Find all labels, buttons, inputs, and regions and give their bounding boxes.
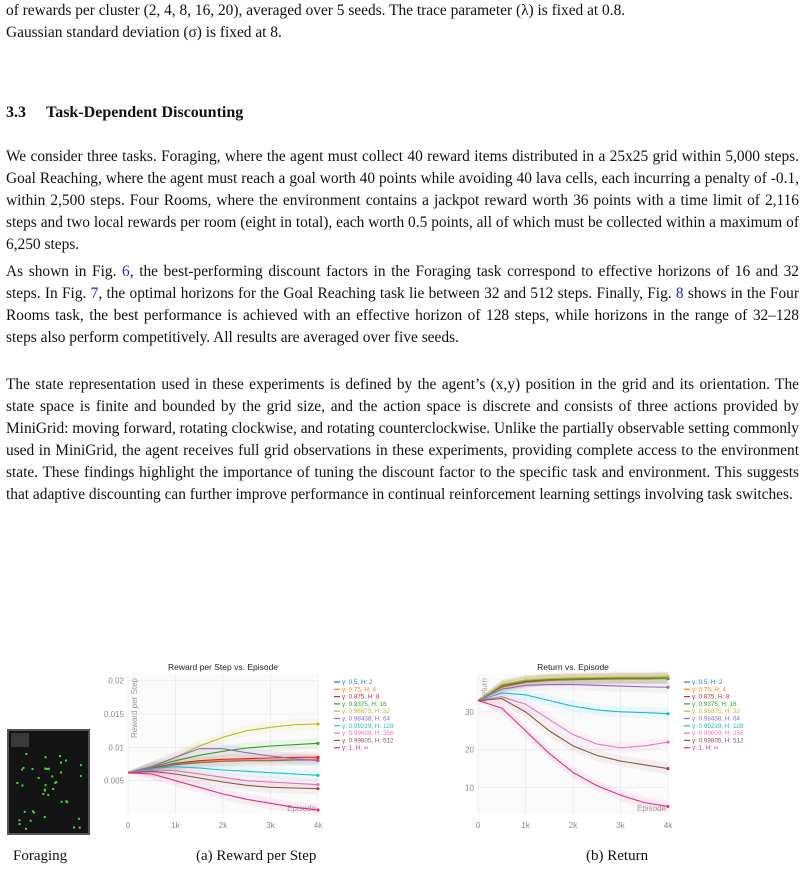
- reward-item: [55, 781, 57, 783]
- x-axis-label: Episode: [287, 804, 316, 813]
- intro-line-1: of rewards per cluster (2, 4, 8, 16, 20), averaged over 5 seeds. The trace parameter (λ) is fixed at 0.8.: [6, 2, 626, 19]
- paragraph-state: The state representation used in these experiments is defined by the agent’s (x,y) position in the grid and its orientation. The state space is finite and bounded by the grid size, and the action space is discrete and consists of three actions provided by MiniGrid: moving forward, rotating clockwise, and rotating counterclockwise. Unlike the partially observable setting commonly used in MiniGrid, the agent receives full grid observations in these experiments, providing complete access to the environment state. These findings highlight the importance of tuning the discount factor to the specific task and environment. This suggests that adaptive discounting can further improve performance in continual reinforcement learning settings involving task switches.: [6, 376, 799, 503]
- x-tick-label: 1k: [171, 821, 180, 830]
- return-chart: [448, 660, 748, 845]
- text-run: , the best-performing discount factors in the Foraging task correspond to effective horizons of 16 and 32 steps. In Fig.: [6, 263, 799, 302]
- legend-entry: γ: 0.9375, H: 16: [342, 700, 387, 708]
- reward-item: [59, 755, 61, 757]
- y-tick-label: 0.02: [108, 676, 124, 686]
- reward-per-step-chart: [98, 660, 398, 845]
- fig-ref-7[interactable]: 7: [90, 285, 99, 302]
- reward-item: [24, 811, 26, 813]
- reward-item: [44, 768, 46, 770]
- foraging-grid-image: [7, 729, 90, 835]
- reward-item: [21, 785, 23, 787]
- text-run: As shown in Fig.: [6, 263, 123, 280]
- fig-ref-6[interactable]: 6: [122, 263, 130, 280]
- x-tick-label: 4k: [663, 821, 673, 830]
- series-endpoint: [666, 741, 669, 744]
- caption-b: (b) Return: [586, 848, 649, 864]
- x-tick-label: 2k: [568, 821, 578, 830]
- legend-entry: γ: 0.99805, H: 512: [342, 737, 394, 745]
- reward-item: [32, 810, 34, 812]
- y-tick-label: 10: [465, 783, 474, 793]
- y-tick-label: 0.005: [103, 776, 124, 786]
- x-tick-label: 3k: [266, 821, 275, 830]
- reward-item: [65, 800, 67, 802]
- chart-title: Reward per Step vs. Episode: [167, 662, 279, 672]
- reward-item: [31, 768, 33, 770]
- section-title: Task-Dependent Discounting: [46, 104, 244, 121]
- series-endpoint: [316, 722, 319, 725]
- reward-item: [25, 828, 27, 830]
- x-tick-label: 0: [125, 821, 131, 830]
- reward-item: [30, 820, 32, 822]
- reward-item: [25, 753, 27, 755]
- reward-item: [45, 756, 47, 758]
- reward-item: [44, 789, 46, 791]
- chart-title: Return vs. Episode: [537, 662, 609, 672]
- legend-entry: γ: 0.875, H: 8: [342, 693, 380, 701]
- reward-item: [45, 784, 47, 786]
- reward-item: [80, 775, 82, 777]
- caption-foraging: Foraging: [13, 848, 68, 864]
- reward-item: [42, 793, 44, 795]
- legend-entry: γ: 0.99219, H: 128: [692, 722, 744, 730]
- section-heading: [6, 104, 243, 122]
- x-tick-label: 0: [475, 821, 481, 830]
- reward-item: [60, 771, 62, 773]
- legend-entry: γ: 0.96875, H: 32: [692, 708, 740, 716]
- y-tick-label: 0.01: [108, 743, 124, 753]
- y-tick-label: 20: [465, 745, 474, 755]
- legend-entry: γ: 0.98438, H: 64: [342, 715, 390, 723]
- legend-entry: γ: 0.5, H: 2: [342, 679, 373, 686]
- y-tick-label: 0.015: [103, 710, 124, 719]
- series-endpoint: [316, 808, 319, 811]
- x-tick-label: 4k: [313, 821, 323, 830]
- reward-item: [16, 782, 18, 784]
- legend-entry: γ: 0.99805, H: 512: [692, 737, 744, 745]
- reward-item: [18, 819, 20, 821]
- reward-item: [47, 794, 49, 796]
- series-endpoint: [666, 712, 669, 715]
- series-endpoint: [316, 774, 319, 777]
- intro-line-2: Gaussian standard deviation (σ) is fixed at 8.: [6, 24, 282, 41]
- agent-view-area: [11, 733, 29, 747]
- reward-item: [61, 801, 63, 803]
- reward-item: [79, 827, 81, 829]
- y-tick-label: 30: [465, 707, 474, 717]
- paragraph-tasks: We consider three tasks. Foraging, where the agent must collect 40 reward items distributed in a 25x25 grid within 5,000 steps. Goal Reaching, where the agent must reach a goal worth 40 points while avoiding 40 lava cells, each incurring a penalty of -0.1, within 2,500 steps. Four Rooms, where the environment contains a jackpot reward worth 36 points with a time limit of 2,116 steps and two local rewards per room (eight in total), each worth 0.5 points, all of which must be collected within a maximum of 6,250 steps.: [6, 148, 799, 253]
- reward-item: [19, 823, 21, 825]
- series-endpoint: [666, 767, 669, 770]
- x-tick-label: 2k: [218, 821, 228, 830]
- legend-entry: γ: 0.9375, H: 16: [692, 700, 737, 708]
- reward-item: [23, 767, 25, 769]
- legend-entry: γ: 0.99609, H: 256: [692, 730, 744, 738]
- reward-item: [60, 762, 62, 764]
- reward-item: [73, 826, 75, 828]
- x-tick-label: 3k: [616, 821, 625, 830]
- legend-entry: γ: 1, H: ∞: [342, 744, 369, 752]
- legend-entry: γ: 0.98438, H: 64: [692, 715, 740, 723]
- paragraph-results: [6, 261, 799, 349]
- reward-item: [65, 760, 67, 762]
- x-tick-label: 1k: [521, 821, 530, 830]
- section-number: 3.3: [6, 104, 26, 121]
- y-axis-label: Reward per Step: [130, 678, 139, 739]
- legend-entry: γ: 0.875, H: 8: [692, 693, 730, 701]
- reward-item: [46, 768, 48, 770]
- reward-item: [78, 818, 80, 820]
- text-run: shows in the Four Rooms task, the best performance is achieved with an effective horizon of 128 steps, while horizons in the range of 32–128 steps also perform competitively. All results are averaged over five seeds.: [6, 285, 800, 346]
- reward-item: [48, 768, 50, 770]
- fig-ref-8[interactable]: 8: [675, 285, 684, 302]
- reward-item: [38, 777, 40, 779]
- reward-item: [44, 816, 46, 818]
- legend-entry: γ: 0.75, H: 4: [342, 686, 376, 694]
- series-endpoint: [666, 686, 669, 689]
- legend-entry: γ: 0.75, H: 4: [692, 686, 726, 694]
- reward-item: [51, 775, 53, 777]
- y-axis-label: Return: [480, 678, 489, 703]
- series-endpoint: [316, 759, 319, 762]
- legend-entry: γ: 0.96875, H: 32: [342, 708, 390, 716]
- foraging-grid-svg: [9, 731, 88, 833]
- series-endpoint: [666, 675, 669, 678]
- x-axis-label: Episode: [637, 804, 666, 813]
- reward-item: [52, 788, 54, 790]
- caption-a: (a) Reward per Step: [196, 848, 317, 864]
- text-run: , the optimal horizons for the Goal Reaching task lie between 32 and 512 steps. Finally, Fig.: [98, 285, 676, 302]
- series-endpoint: [316, 742, 319, 745]
- legend-entry: γ: 0.99219, H: 128: [342, 722, 394, 730]
- legend-entry: γ: 0.99609, H: 256: [342, 730, 394, 738]
- series-endpoint: [316, 787, 319, 790]
- reward-item: [80, 764, 82, 766]
- series-endpoint: [666, 805, 669, 808]
- legend-entry: γ: 0.5, H: 2: [692, 679, 723, 686]
- legend-entry: γ: 1, H: ∞: [692, 744, 719, 752]
